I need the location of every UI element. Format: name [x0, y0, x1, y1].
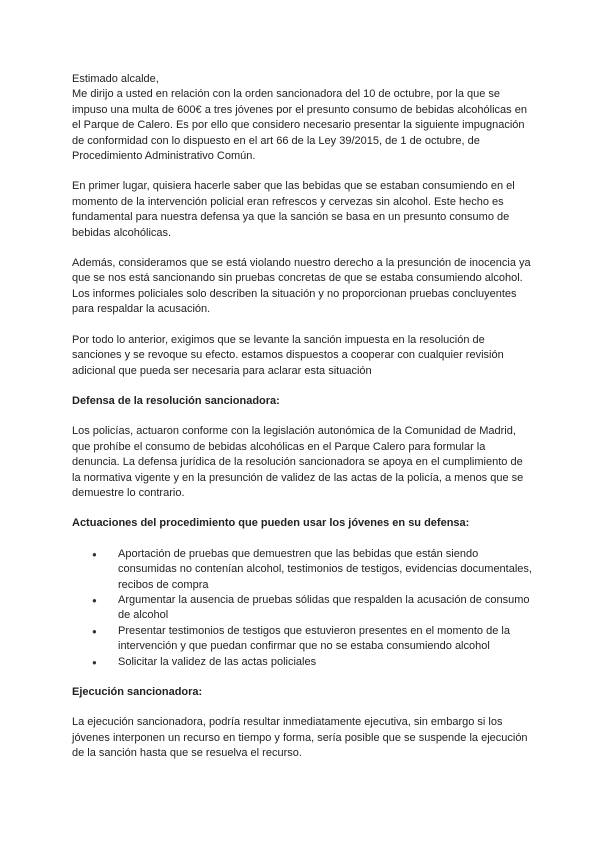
- list-item: ● Presentar testimonios de testigos que estuvieron presentes en el momento de la intervención y que puedan confirmar que no se estaba consumiendo alcohol: [118, 624, 532, 655]
- paragraph-ejecucion: La ejecución sancionadora, podría resultar inmediatamente ejecutiva, sin embargo si los jóvenes interponen un recurso en tiempo y forma, sería posible que se suspende la ejecución de la sanción hasta que se resuelva el recurso.: [72, 716, 528, 760]
- paragraph-presuncion: Además, consideramos que se está violando nuestro derecho a la presunción de inocencia ya que se nos está sancionando sin pruebas concretas de que se estaba consumiendo alcohol. Los informes policiales solo describen la situación y no proporcionan pruebas concluyentes para respaldar la acusación.: [72, 257, 531, 316]
- heading-defensa: Defensa de la resolución sancionadora:: [72, 394, 280, 407]
- heading-ejecucion: Ejecución sancionadora:: [72, 686, 203, 698]
- document-page: [72, 72, 532, 762]
- list-item: ● Aportación de pruebas que demuestren que las bebidas que están siendo consumidas no contenían alcohol, testimonios de testigos, evidencias documentales, recibos de compra: [118, 547, 532, 593]
- paragraph-peticion: Por todo lo anterior, exigimos que se levante la sanción impuesta en la resolución de sanciones y se revoque su efecto. estamos dispuestos a cooperar con cualquier revisión adicional que pueda ser necesaria para aclarar esta situación: [72, 333, 504, 377]
- list-item: ● Solicitar la validez de las actas policiales: [118, 655, 532, 670]
- list-item: ● Argumentar la ausencia de pruebas sólidas que respalden la acusación de consumo de alcohol: [118, 593, 532, 624]
- greeting: Estimado alcalde,: [72, 73, 159, 85]
- heading-actuaciones: Actuaciones del procedimiento que pueden usar los jóvenes en su defensa:: [72, 517, 470, 530]
- paragraph-intro: Me dirijo a usted en relación con la orden sancionadora del 10 de octubre, por la que se impuso una multa de 600€ a tres jóvenes por el presunto consumo de bebidas alcohólicas en el Parque de Calero. Es por ello que considero necesario presentar la siguiente impugnación de conformidad con lo dispuesto en el art 66 de la Ley 39/2015, de 1 de octubre, de Procedimiento Administrativo Común.: [72, 88, 527, 163]
- actuaciones-list: [72, 547, 532, 670]
- paragraph-bebidas: En primer lugar, quisiera hacerle saber que las bebidas que se estaban consumiendo en el momento de la intervención policial eran refrescos y cervezas sin alcohol. Este hecho es fundamental para nuestra defensa ya que la sanción se basa en un presunto consumo de bebidas alcohólicas.: [72, 180, 515, 239]
- paragraph-defensa: Los policías, actuaron conforme con la legislación autonómica de la Comunidad de Madrid, que prohíbe el consumo de bebidas alcohólicas en el Parque Calero para formular la denuncia. La defensa jurídica de la resolución sancionadora se apoya en el cumplimiento de la normativa vigente y en la presunción de validez de las actas de la policía, a menos que se demuestre lo contrario.: [72, 425, 524, 499]
